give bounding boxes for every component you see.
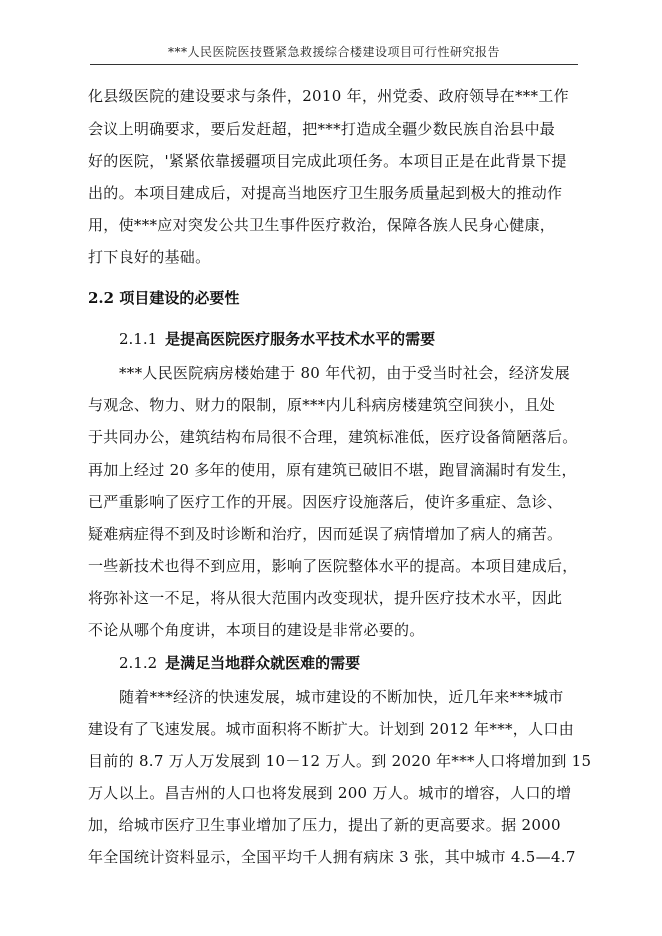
s211-line-5: 已严重影响了医疗工作的开展。因医疗设施落后，使许多重症、急诊、	[88, 493, 563, 511]
s211-line-2: 与观念、物力、财力的限制，原***内儿科病房楼建筑空间狭小，且处	[88, 396, 556, 414]
s211-line-3: 于共同办公，建筑结构布局很不合理，建筑标准低，医疗设备简陋落后。	[88, 428, 578, 446]
section-2-1-1-title: 是提高医院医疗服务水平技术水平的需要	[165, 330, 436, 348]
s211-line-8: 将弥补这一不足，将从很大范围内改变现状，提升医疗技术水平，因此	[88, 589, 563, 607]
section-2-1-2-number: 2.1.2	[119, 654, 158, 672]
s211-line-7: 一些新技术也得不到应用，影响了医院整体水平的提高。本项目建成后，	[88, 557, 578, 575]
intro-line-3: 好的医院，'紧紧依靠援疆项目完成此项任务。本项目正是在此背景下提	[88, 152, 567, 170]
intro-line-1: 化县级医院的建设要求与条件，2010 年，州党委、政府领导在***工作	[88, 87, 569, 105]
section-2-1-2-heading	[119, 653, 360, 673]
s211-line-4: 再加上经过 20 多年的使用，原有建筑已破旧不堪，跑冒滴漏时有发生，	[88, 461, 577, 479]
s212-line-4: 万人以上。昌吉州的人口也将发展到 200 万人。城市的增容，人口的增	[88, 784, 572, 802]
s212-line-3: 目前的 8.7 万人万发展到 10－12 万人。到 2020 年***人口将增加到 15	[88, 752, 592, 770]
section-2-2-heading: 2.2 项目建设的必要性	[88, 289, 240, 307]
section-2-1-1-number: 2.1.1	[119, 330, 158, 348]
section-2-1-2-title: 是满足当地群众就医难的需要	[165, 654, 361, 672]
page-header: ***人民医院医技暨紧急救援综合楼建设项目可行性研究报告	[167, 45, 500, 59]
s212-line-1: 随着***经济的快速发展，城市建设的不断加快，近几年来***城市	[119, 688, 564, 706]
header-rule	[90, 64, 578, 65]
s211-line-1: ***人民医院病房楼始建于 80 年代初，由于受当时社会，经济发展	[119, 364, 571, 382]
section-2-1-1-heading	[119, 329, 435, 349]
intro-line-6: 打下良好的基础。	[88, 248, 211, 266]
s212-line-2: 建设有了飞速发展。城市面积将不断扩大。计划到 2012 年***，人口由	[88, 720, 575, 738]
intro-line-4: 出的。本项目建成后，对提高当地医疗卫生服务质量起到极大的推动作	[88, 184, 563, 202]
s211-line-9: 不论从哪个角度讲，本项目的建设是非常必要的。	[88, 621, 425, 639]
intro-line-2: 会议上明确要求，要后发赶超，把***打造成全疆少数民族自治县中最	[88, 120, 556, 138]
s211-line-6: 疑难病症得不到及时诊断和治疗，因而延误了病情增加了病人的痛苦。	[88, 525, 563, 543]
intro-line-5: 用，使***应对突发公共卫生事件医疗救治，保障各族人民身心健康，	[88, 216, 556, 234]
s212-line-5: 加，给城市医疗卫生事业增加了压力，提出了新的更高要求。据 2000	[88, 816, 561, 834]
s212-line-6: 年全国统计资料显示，全国平均千人拥有病床 3 张，其中城市 4.5—4.7	[88, 848, 576, 866]
